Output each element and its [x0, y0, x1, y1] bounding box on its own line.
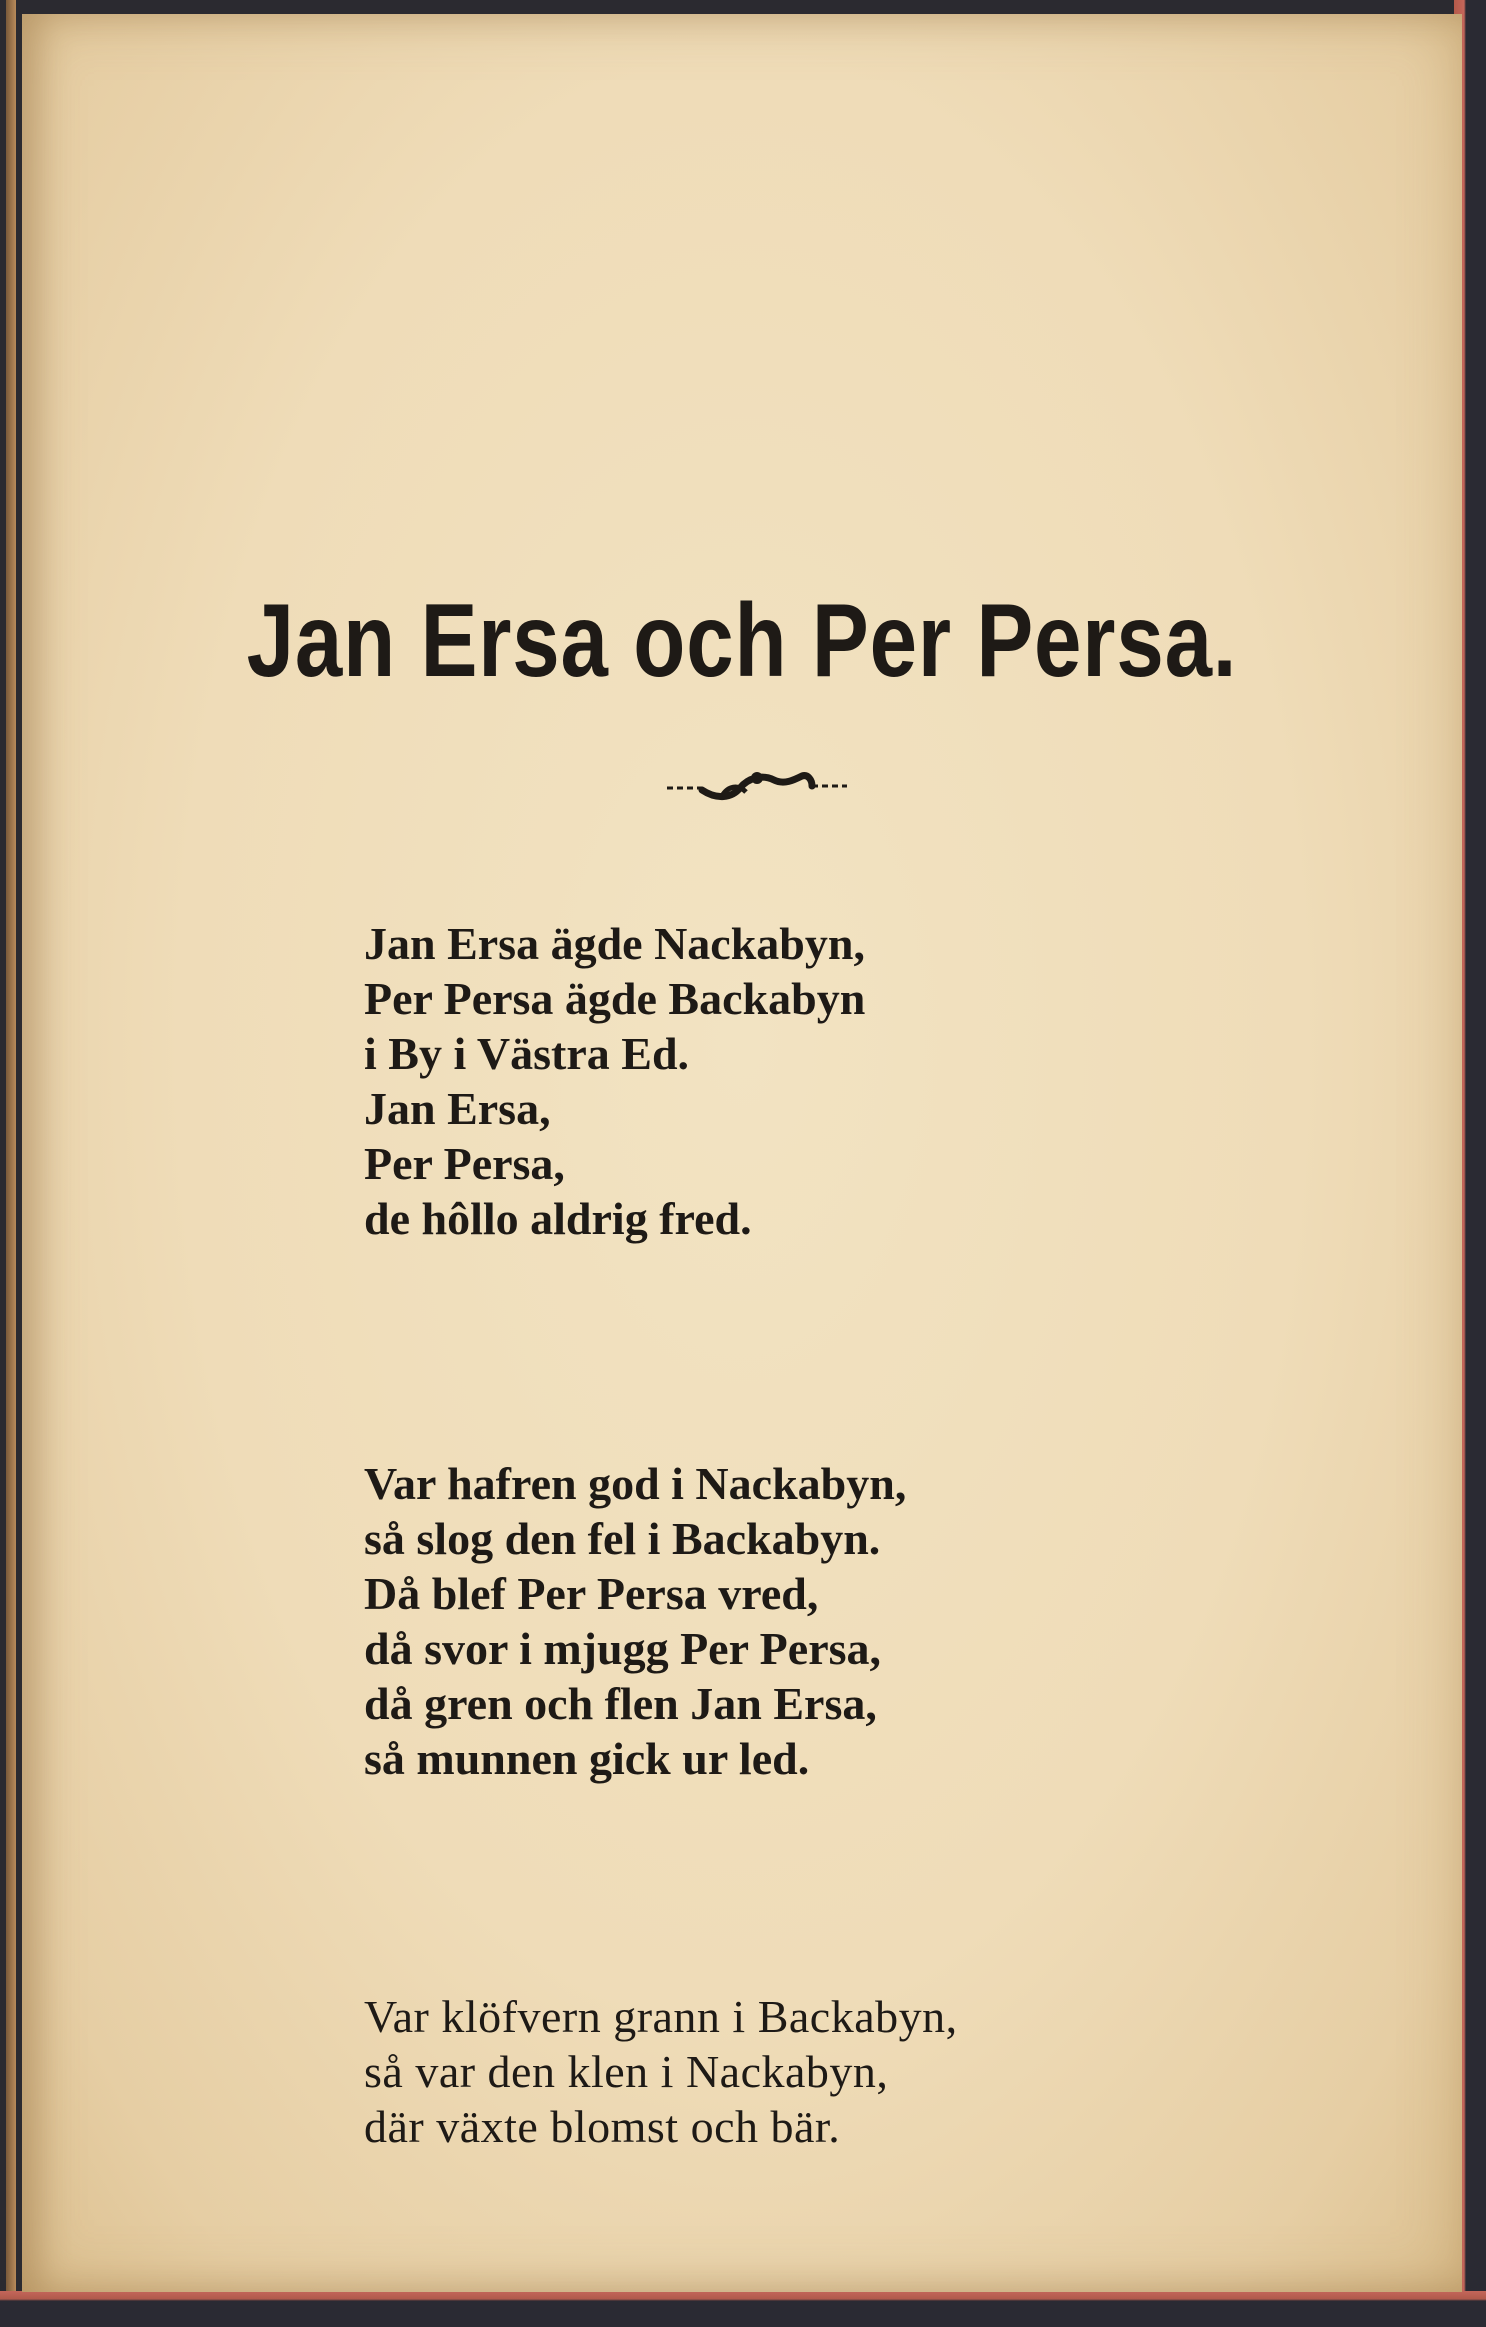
verse-line: så munnen gick ur led.	[364, 1733, 810, 1784]
stanza-3	[364, 1989, 958, 2154]
verse-line: då gren och flen Jan Ersa,	[364, 1678, 877, 1729]
ornamental-flourish-icon	[662, 766, 852, 806]
verse-line: så var den klen i Nackabyn,	[364, 2046, 889, 2097]
verse-line: Var hafren god i Nackabyn,	[364, 1458, 907, 1509]
stanza-2	[364, 1456, 906, 1786]
verse-line: Per Persa ägde Backabyn	[364, 973, 866, 1024]
verse-line: så slog den fel i Backabyn.	[364, 1513, 881, 1564]
verse-line: Då blef Per Persa vred,	[364, 1568, 819, 1619]
verse-line: i By i Västra Ed.	[364, 1028, 690, 1079]
verse-line: de hôllo aldrig fred.	[364, 1193, 752, 1244]
verse-line: Var klöfvern grann i Backabyn,	[364, 1991, 958, 2042]
poem-title: Jan Ersa och Per Persa.	[246, 583, 1238, 699]
verse-line: Jan Ersa ägde Nackabyn,	[364, 918, 865, 969]
stanza-1	[364, 916, 865, 1246]
verse-line: Jan Ersa,	[364, 1083, 551, 1134]
book-cover-edge-bottom	[0, 2291, 1486, 2327]
verse-line: då svor i mjugg Per Persa,	[364, 1623, 882, 1674]
verse-line: Per Persa,	[364, 1138, 565, 1189]
verse-line: där växte blomst och bär.	[364, 2101, 841, 2152]
page	[22, 14, 1462, 2292]
